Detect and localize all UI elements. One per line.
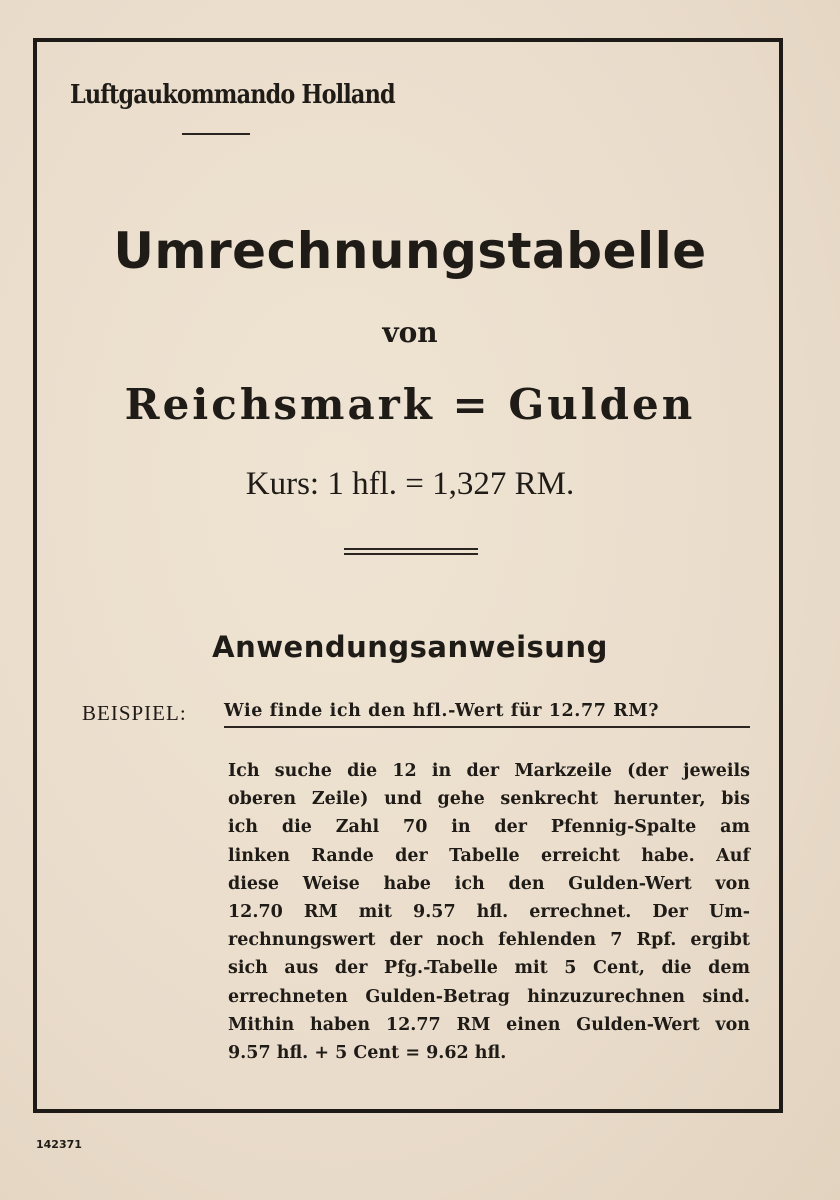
instructions-line: Ich suche die 12 in der Markzeile (der jeweils (228, 761, 750, 781)
instructions-line: ich die Zahl 70 in der Pfennig-Spalte am (228, 817, 750, 838)
instructions-body (228, 757, 750, 1067)
instructions-line: oberen Zeile) und gehe senkrecht herunter, bis (228, 789, 750, 810)
document-title: Umrechnungstabelle (113, 222, 707, 280)
instructions-line: rechnungswert der noch fehlenden 7 Rpf. ergibt (228, 930, 750, 951)
instructions-line: Mithin haben 12.77 RM einen Gulden-Wert von (228, 1014, 750, 1035)
issuing-authority: Luftgaukommando Holland (70, 80, 395, 110)
currency-pair-title: Reichsmark = Gulden (124, 380, 696, 429)
double-divider (344, 548, 478, 555)
instructions-line: 9.57 hfl. + 5 Cent = 9.62 hfl. (228, 1043, 507, 1064)
instructions-line: sich aus der Pfg.-Tabelle mit 5 Cent, die dem (228, 958, 750, 979)
print-code: 142371 (36, 1138, 82, 1151)
instructions-line: errechneten Gulden-Betrag hinzuzurechnen sind. (228, 986, 750, 1007)
instructions-heading: Anwendungsanweisung (212, 630, 608, 664)
title-connector: von (382, 316, 438, 349)
instructions-line: 12.70 RM mit 9.57 hfl. errechnet. Der Um- (228, 902, 750, 923)
example-question: Wie finde ich den hfl.-Wert für 12.77 RM? (224, 701, 660, 721)
example-label: BEISPIEL: (82, 701, 187, 725)
instructions-line: diese Weise habe ich den Gulden-Wert von (228, 873, 750, 894)
example-underline (224, 726, 750, 728)
exchange-rate: Kurs: 1 hfl. = 1,327 RM. (245, 466, 575, 502)
instructions-line: linken Rande der Tabelle erreicht habe. Auf (228, 845, 750, 866)
header-rule (182, 133, 250, 135)
